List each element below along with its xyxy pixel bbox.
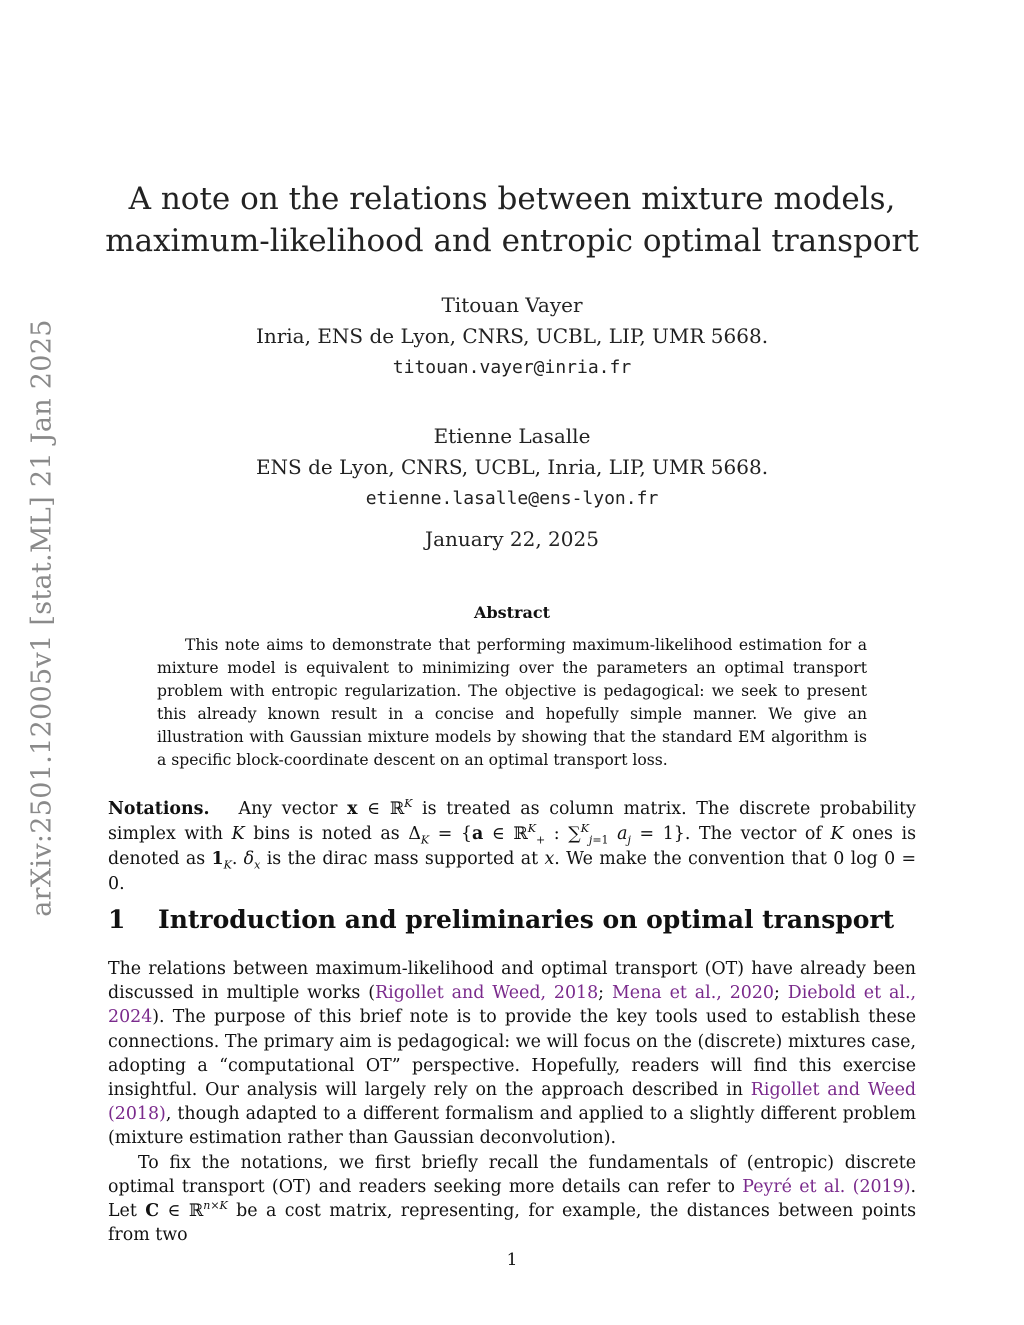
citation-year-link[interactable]: (2018) (108, 1104, 166, 1125)
citation-year-link[interactable]: (2019) (852, 1176, 911, 1197)
section-title: Introduction and preliminaries on optimal transport (158, 905, 895, 934)
paper-title (100, 178, 924, 262)
author-1 (100, 290, 924, 383)
notations-paragraph: Notations. Any vector x ∈ ℝ$^K$ is treated as column matrix. The discrete probability simplex with K bins is noted as $\Delta_K = \{a$ ∈ ℝ$^K_+$ : ∑$^K_{j=1}$ $a_j = 1$}. The vector of K ones is denoted as $1_K$. $\delta_x$ is the dirac mass supported at x. We make the convention that 0 log 0 = 0. (108, 797, 917, 894)
paragraph-1: The relations between maximum-likelihood and optimal transport (OT) have already been discussed in multiple works (Rigollet and Weed, 2018; Mena et al., 2020; Diebold et al., 2024). The purpose of this brief note is to provide the key tools used to establish these connections. The primary aim is pedagogical: we will focus on the (discrete) mixtures case, adopting a “computational OT” perspective. Hopefully, readers will find this exercise insightful. Our analysis will largely rely on the approach described in Rigollet and Weed (2018), though adapted to a different formalism and applied to a slightly different problem (mixture estimation rather than Gaussian deconvolution). (108, 959, 917, 1149)
arxiv-identifier: arXiv:2501.12005v1 [stat.ML] 21 Jan 2025 (26, 319, 58, 917)
abstract-body (157, 634, 867, 772)
author-name: Etienne Lasalle (433, 424, 591, 448)
author-2 (100, 421, 924, 514)
notations-label: Notations. (108, 799, 210, 819)
page-number: 1 (506, 1250, 518, 1270)
paragraph-2: To fix the notations, we first briefly recall the fundamentals of (entropic) discrete optimal transport (OT) and readers seeking more details can refer to Peyré et al. (2019). Let C ∈ ℝ$^{n\times K}$ be a cost matrix, representing, for example, the distances between points from two (108, 1152, 917, 1246)
section-heading (108, 905, 916, 934)
section-body (108, 957, 916, 1247)
title-line-2: maximum-likelihood and entropic optimal transport (105, 223, 919, 259)
citation-link[interactable]: Mena et al., 2020 (611, 983, 774, 1004)
abstract-heading: Abstract (474, 603, 550, 622)
citation-link[interactable]: Diebold et al., 2024 (108, 983, 916, 1028)
author-name: Titouan Vayer (441, 293, 583, 317)
author-email: etienne.lasalle@ens-lyon.fr (365, 488, 659, 509)
citation-link[interactable]: Peyré et al. (742, 1176, 846, 1197)
author-affiliation: ENS de Lyon, CNRS, UCBL, Inria, LIP, UMR 5668. (255, 455, 769, 479)
author-affiliation: Inria, ENS de Lyon, CNRS, UCBL, LIP, UMR 5668. (255, 324, 769, 348)
publication-date: January 22, 2025 (425, 527, 599, 551)
citation-link[interactable]: Rigollet and Weed (750, 1080, 917, 1101)
title-line-1: A note on the relations between mixture models, (128, 181, 896, 217)
abstract-text: This note aims to demonstrate that performing maximum-likelihood estimation for a mixture model is equivalent to minimizing over the parameters an optimal transport problem with entropic regularization. The objective is pedagogical: we seek to present this already known result in a concise and hopefully simple manner. We give an illustration with Gaussian mixture models by showing that the standard EM algorithm is a specific block-coordinate descent on an optimal transport loss. (157, 636, 867, 769)
citation-link[interactable]: Rigollet and Weed, 2018 (375, 983, 599, 1004)
author-email: titouan.vayer@inria.fr (392, 357, 632, 378)
section-number: 1 (108, 905, 126, 934)
